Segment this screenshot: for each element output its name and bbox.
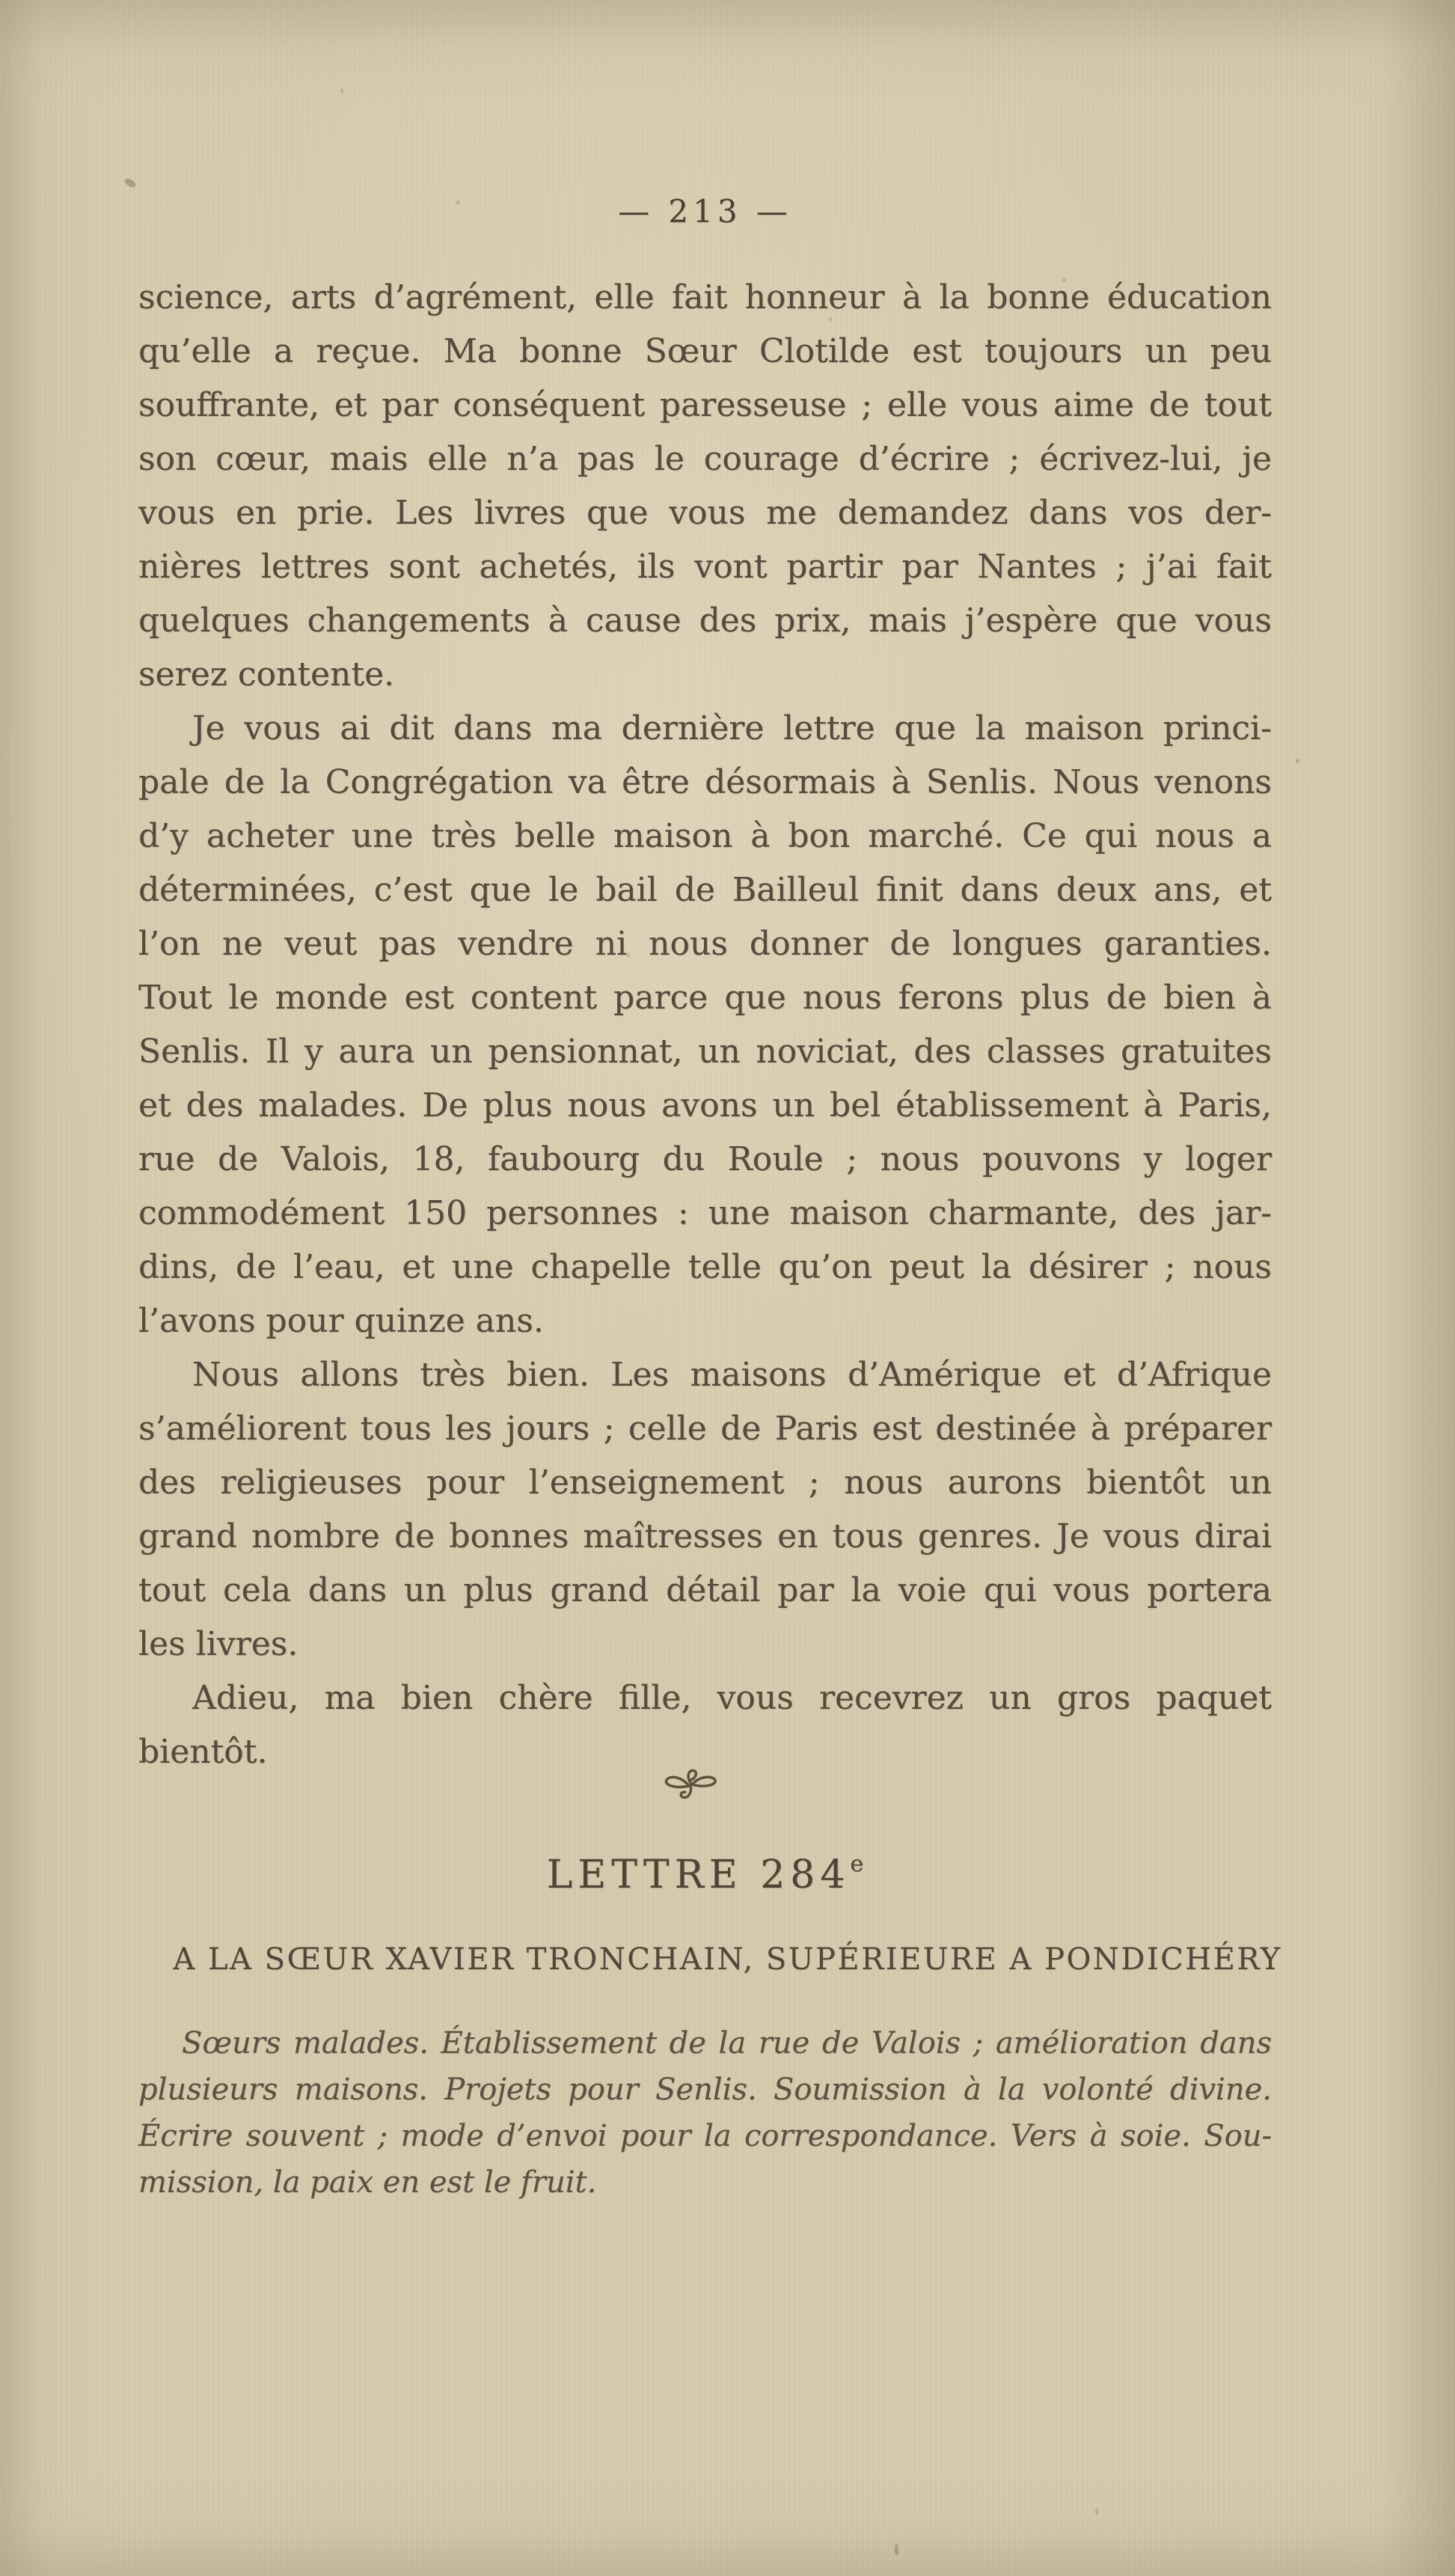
body-line: Nous allons très bien. Les maisons d’Amérique et d’Afrique — [192, 1356, 1272, 1394]
summary-line: Sœurs malades. Établissement de la rue de Valois ; amélioration dans — [182, 2026, 1272, 2061]
paper-speck — [676, 417, 679, 420]
body-line: l’avons pour quinze ans. — [138, 1302, 544, 1340]
body-line: science, arts d’agrément, elle fait honneur à la bonne éducation — [138, 278, 1272, 316]
body-line: s’améliorent tous les jours ; celle de Paris est destinée à préparer — [138, 1410, 1272, 1448]
paper-speck — [1062, 278, 1066, 282]
letter-addressee: A LA SŒUR XAVIER TRONCHAIN, SUPÉRIEURE A PONDICHÉRY — [173, 1942, 1282, 1977]
letter-title — [138, 1851, 1272, 1897]
body-line: d’y acheter une très belle maison à bon marché. Ce qui nous a — [138, 817, 1272, 855]
body-line: nières lettres sont achetés, ils vont partir par Nantes ; j’ai fait — [138, 548, 1272, 586]
body-line: tout cela dans un plus grand détail par la voie qui vous portera — [138, 1571, 1272, 1609]
body-line: bientôt. — [138, 1733, 268, 1771]
body-line: des religieuses pour l’enseignement ; nous aurons bientôt un — [138, 1463, 1272, 1502]
body-line: commodément 150 personnes : une maison charmante, des jar- — [138, 1194, 1272, 1232]
letter-title-text: LETTRE 284 — [546, 1853, 851, 1897]
paper-speck — [1095, 2508, 1098, 2515]
body-line: Tout le monde est content parce que nous ferons plus de bien à — [138, 979, 1272, 1017]
paper-speck — [123, 177, 137, 189]
paper-speck — [829, 317, 832, 322]
paper-speck — [895, 2544, 898, 2556]
body-line: Senlis. Il y aura un pensionnat, un noviciat, des classes gratuites — [138, 1032, 1272, 1071]
summary-line: plusieurs maisons. Projets pour Senlis. Soumission à la volonté divine. — [138, 2072, 1272, 2107]
body-line: grand nombre de bonnes maîtresses en tous genres. Je vous dirai — [138, 1517, 1272, 1555]
body-line: pale de la Congrégation va être désormais à Senlis. Nous venons — [138, 763, 1272, 801]
letter-title-ordinal: e — [850, 1851, 864, 1877]
paper-speck — [340, 88, 343, 94]
body-line: et des malades. De plus nous avons un bel établissement à Paris, — [138, 1086, 1272, 1125]
body-line: serez contente. — [138, 655, 395, 694]
body-line: souffrante, et par conséquent paresseuse ; elle vous aime de tout — [138, 386, 1272, 424]
letter-body-text — [138, 271, 1272, 1779]
paper-speck — [1296, 759, 1299, 763]
letter-summary — [138, 2020, 1272, 2206]
page-number: — 213 — — [618, 193, 792, 230]
body-line: les livres. — [138, 1625, 298, 1663]
body-line: dins, de l’eau, et une chapelle telle qu’on peut la désirer ; nous — [138, 1248, 1272, 1286]
body-line: déterminées, c’est que le bail de Bailleul finit dans deux ans, et — [138, 871, 1272, 909]
body-line: qu’elle a reçue. Ma bonne Sœur Clotilde est toujours un peu — [138, 332, 1272, 370]
body-line: l’on ne veut pas vendre ni nous donner de longues garanties. — [138, 925, 1272, 963]
body-line: vous en prie. Les livres que vous me demandez dans vos der- — [138, 494, 1272, 532]
body-line: rue de Valois, 18, faubourg du Roule ; nous pouvons y loger — [138, 1140, 1272, 1178]
body-line: son cœur, mais elle n’a pas le courage d’écrire ; écrivez-lui, je — [138, 440, 1272, 478]
paper-speck — [456, 201, 459, 204]
body-line: quelques changements à cause des prix, mais j’espère que vous — [138, 602, 1272, 640]
paper-speck — [627, 953, 630, 958]
fleuron-icon — [661, 1766, 720, 1802]
body-line: Adieu, ma bien chère fille, vous recevrez un gros paquet — [192, 1679, 1272, 1717]
body-line: Je vous ai dit dans ma dernière lettre que la maison princi- — [192, 709, 1272, 747]
summary-line: mission, la paix en est le fruit. — [138, 2165, 597, 2200]
summary-line: Écrire souvent ; mode d’envoi pour la correspondance. Vers à soie. Sou- — [138, 2119, 1272, 2153]
